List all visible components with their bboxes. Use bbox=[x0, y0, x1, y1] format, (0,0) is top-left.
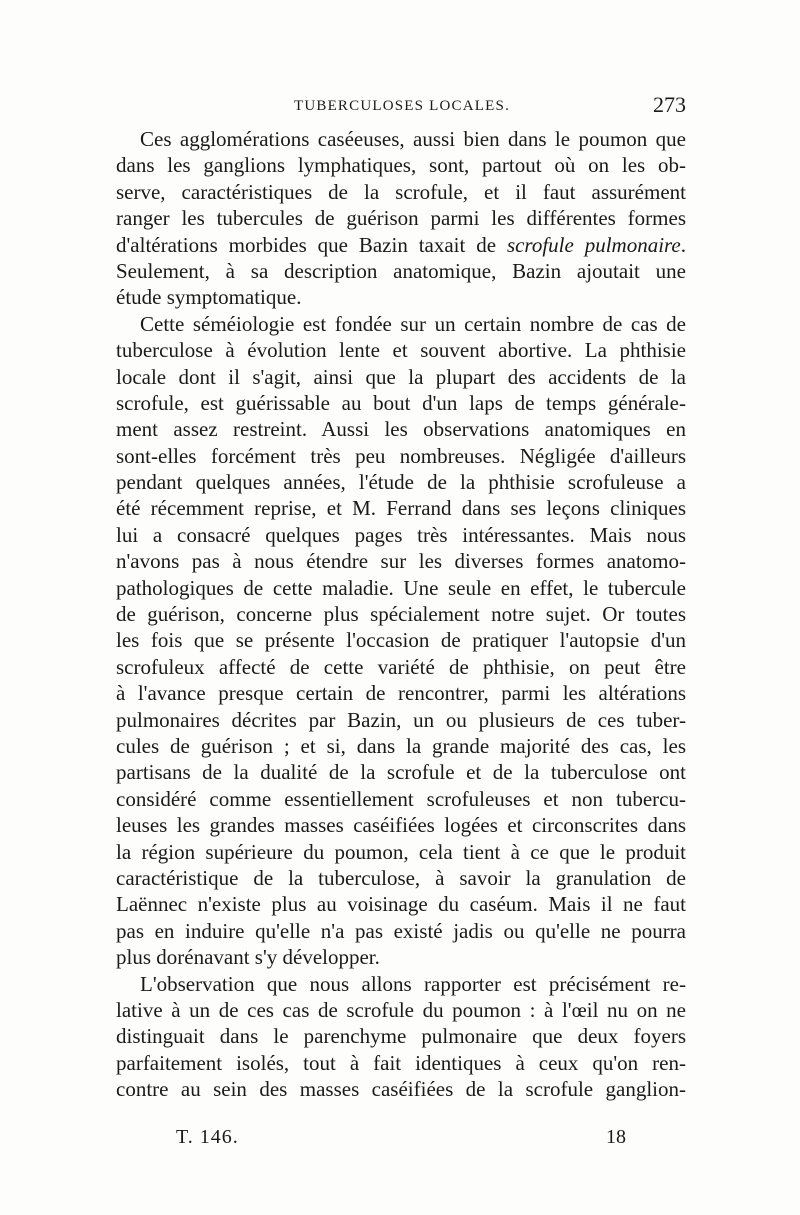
text-line: été récemment reprise, et M. Ferrand dans ses leçons cliniques bbox=[116, 496, 686, 521]
running-title: TUBERCULOSES LOCALES. bbox=[293, 98, 511, 114]
text-line: pas en induire qu'elle n'a pas existé jadis ou qu'elle ne pourra bbox=[116, 918, 686, 943]
page-number: 273 bbox=[653, 92, 686, 117]
text-line: parfaitement isolés, tout à fait identiques à ceux qu'on ren- bbox=[116, 1050, 686, 1075]
paragraph bbox=[116, 126, 686, 311]
text-line: à l'avance presque certain de rencontrer, parmi les altérations bbox=[116, 681, 686, 706]
running-head bbox=[118, 92, 686, 118]
body-text bbox=[116, 126, 686, 1102]
text-line: dans les ganglions lymphatiques, sont, partout où on les ob- bbox=[116, 153, 686, 178]
text-line: étude symptomatique. bbox=[116, 285, 302, 310]
text-line: scrofule, est guérissable au bout d'un laps de temps générale- bbox=[116, 390, 686, 415]
text-line: Seulement, à sa description anatomique, Bazin ajoutait une bbox=[116, 258, 686, 283]
text-line: caractéristique de la tuberculose, à savoir la granulation de bbox=[116, 865, 686, 890]
text-line: serve, caractéristiques de la scrofule, et il faut assurément bbox=[116, 179, 686, 204]
text-line: Cette séméiologie est fondée sur un certain nombre de cas de bbox=[140, 311, 686, 336]
page-footer bbox=[176, 1126, 626, 1156]
text-line: locale dont il s'agit, ainsi que la plupart des accidents de la bbox=[116, 364, 686, 389]
text-line: contre au sein des masses caséifiées de la scrofule ganglion- bbox=[116, 1077, 686, 1102]
text-line: lative à un de ces cas de scrofule du poumon : à l'œil nu on ne bbox=[116, 997, 686, 1022]
text-line: n'avons pas à nous étendre sur les diverses formes anatomo- bbox=[116, 549, 686, 574]
text-line: ment assez restreint. Aussi les observations anatomiques en bbox=[116, 417, 686, 442]
text-line: scrofuleux affecté de cette variété de phthisie, on peut être bbox=[116, 654, 686, 679]
text-line: considéré comme essentiellement scrofuleuses et non tubercu- bbox=[116, 786, 686, 811]
text-line: d'altérations morbides que Bazin taxait de scrofule pulmonaire. bbox=[116, 232, 686, 257]
text-line: Laënnec n'existe plus au voisinage du caséum. Mais il ne faut bbox=[116, 892, 686, 917]
text-line: de guérison, concerne plus spécialement notre sujet. Or toutes bbox=[116, 602, 686, 627]
text-line: ranger les tubercules de guérison parmi les différentes formes bbox=[116, 206, 686, 231]
sheet-number: 18 bbox=[606, 1126, 626, 1148]
emphasis: scrofule pulmonaire bbox=[506, 232, 681, 257]
text-line: sont-elles forcément très peu nombreuses. Négligée d'ailleurs bbox=[116, 443, 686, 468]
text-line: L'observation que nous allons rapporter est précisément re- bbox=[140, 971, 686, 996]
text-line: cules de guérison ; et si, dans la grande majorité des cas, les bbox=[116, 733, 686, 758]
text-line: lui a consacré quelques pages très intéressantes. Mais nous bbox=[116, 522, 686, 547]
text-line: distinguait dans le parenchyme pulmonaire que deux foyers bbox=[116, 1024, 686, 1049]
text-line: leuses les grandes masses caséifiées logées et circonscrites dans bbox=[116, 813, 686, 838]
text-line: pendant quelques années, l'étude de la phthisie scrofuleuse a bbox=[116, 470, 686, 495]
text-line: partisans de la dualité de la scrofule et de la tuberculose ont bbox=[116, 760, 686, 785]
text-line: les fois que se présente l'occasion de pratiquer l'autopsie d'un bbox=[116, 628, 686, 653]
text-line: pathologiques de cette maladie. Une seule en effet, le tubercule bbox=[116, 575, 686, 600]
text-line: plus dorénavant s'y développer. bbox=[116, 945, 380, 970]
text-line: la région supérieure du poumon, cela tient à ce que le produit bbox=[116, 839, 686, 864]
text-line: Ces agglomérations caséeuses, aussi bien dans le poumon que bbox=[140, 127, 686, 151]
paragraph bbox=[116, 311, 686, 971]
signature-mark: T. 146. bbox=[176, 1126, 239, 1148]
text-line: pulmonaires décrites par Bazin, un ou plusieurs de ces tuber- bbox=[116, 707, 686, 732]
paragraph bbox=[116, 971, 686, 1103]
text-line: tuberculose à évolution lente et souvent abortive. La phthisie bbox=[116, 338, 686, 363]
